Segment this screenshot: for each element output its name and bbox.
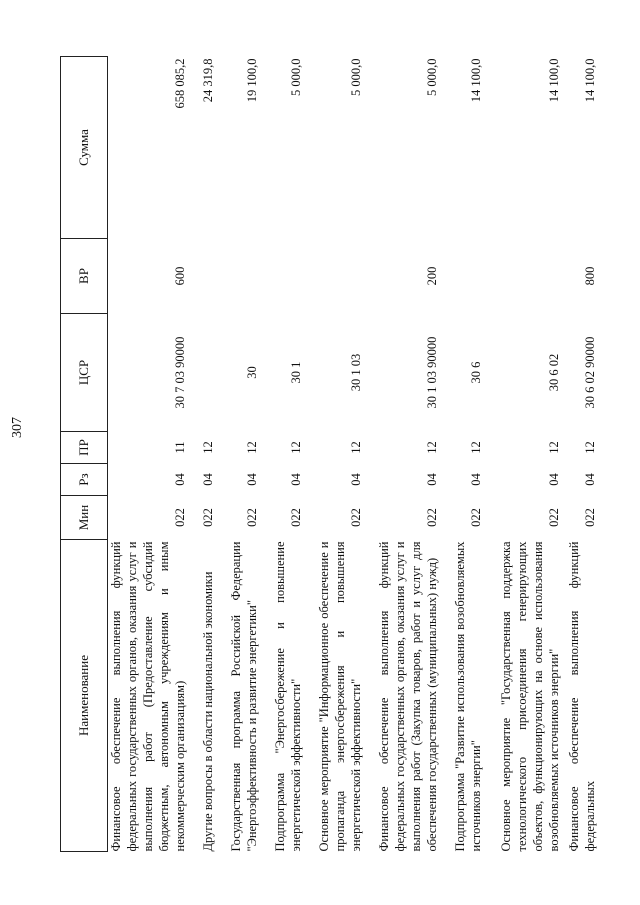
- row-vr: 200: [425, 266, 439, 286]
- header-vr: ВР: [61, 239, 108, 314]
- row-rz: 04: [201, 473, 215, 486]
- row-name: Государственная программа Российской Федерации "Энергоэффективность и развитие энергетики": [229, 541, 259, 852]
- budget-table: [60, 56, 602, 852]
- budget-table-rotated: [60, 57, 608, 852]
- row-min: 022: [583, 508, 597, 527]
- row-min: 022: [425, 508, 439, 527]
- table-row: [488, 57, 566, 852]
- row-name: Подпрограмма "Развитие использования возобновляемых источников энергии": [453, 541, 483, 852]
- row-rz: 04: [547, 473, 561, 486]
- row-sum: 14 100,0: [583, 58, 597, 103]
- row-sum: 14 100,0: [547, 58, 561, 103]
- row-csr: 30 1: [289, 361, 303, 384]
- row-csr: 30 6 02: [547, 353, 561, 392]
- row-name: Финансовое обеспечение выполнения функций федеральных: [567, 541, 597, 852]
- row-pr: 12: [349, 441, 363, 454]
- row-min: 022: [245, 508, 259, 527]
- row-vr: [220, 239, 264, 314]
- row-sum: 19 100,0: [245, 58, 259, 103]
- row-csr: 30 1 03: [349, 353, 363, 392]
- row-pr: 12: [289, 441, 303, 454]
- table-row: [192, 57, 220, 852]
- row-rz: 04: [469, 473, 483, 486]
- header-name: Наименование: [61, 540, 108, 852]
- row-pr: 12: [469, 441, 483, 454]
- row-sum: 14 100,0: [469, 58, 483, 103]
- row-vr: [192, 239, 220, 314]
- row-vr: [308, 239, 368, 314]
- table-row: [566, 57, 602, 852]
- header-sum: Сумма: [61, 57, 108, 239]
- row-csr: [192, 314, 220, 432]
- row-csr: 30 7 03 90000: [173, 336, 187, 409]
- row-min: 022: [173, 508, 187, 527]
- row-vr: [264, 239, 308, 314]
- row-rz: 04: [425, 473, 439, 486]
- row-sum: 5 000,0: [425, 58, 439, 96]
- row-vr: [488, 239, 566, 314]
- row-name: Финансовое обеспечение выполнения функций федеральных государственных органов, оказания услуг и выполнения работ (Предоставление субсидий бюджетным, автономным учреждениям и иным некоммерческим организациям): [109, 541, 187, 852]
- row-csr: 30 1 03 90000: [425, 336, 439, 409]
- row-min: 022: [547, 508, 561, 527]
- row-pr: 12: [583, 441, 597, 454]
- row-vr: 600: [173, 266, 187, 286]
- table-row: [368, 57, 444, 852]
- table-row: [220, 57, 264, 852]
- row-min: 022: [201, 508, 215, 527]
- row-pr: 12: [245, 441, 259, 454]
- row-rz: 04: [349, 473, 363, 486]
- table-row: [444, 57, 488, 852]
- row-rz: 04: [245, 473, 259, 486]
- header-min: Мин: [61, 496, 108, 540]
- row-vr: 800: [583, 266, 597, 286]
- row-rz: 04: [289, 473, 303, 486]
- row-sum: 5 000,0: [289, 58, 303, 96]
- row-name: Основное мероприятие "Государственная поддержка технологического присоединения генерирующих объектов, функционирующих на основе использования возобновляемых источников энергии": [499, 541, 561, 852]
- header-csr: ЦСР: [61, 314, 108, 432]
- header-rz: Рз: [61, 464, 108, 496]
- row-name: Финансовое обеспечение выполнения функций федеральных государственных органов, оказания услуг и выполнения работ (Закупка товаров, работ и услуг для обеспечения государственных (муниципальных) нужд): [377, 541, 439, 852]
- row-sum: 24 319,8: [201, 58, 215, 103]
- row-vr: [444, 239, 488, 314]
- table-row: [108, 57, 193, 852]
- row-csr: 30 6: [469, 361, 483, 384]
- row-name: Другие вопросы в области национальной экономики: [201, 571, 215, 852]
- row-min: 022: [349, 508, 363, 527]
- row-min: 022: [289, 508, 303, 527]
- row-name: Подпрограмма "Энергосбережение и повышение энергетической эффективности": [273, 541, 303, 852]
- table-header-row: [61, 57, 108, 852]
- row-pr: 12: [547, 441, 561, 454]
- row-sum: 5 000,0: [349, 58, 363, 96]
- row-rz: 04: [583, 473, 597, 486]
- row-sum: 658 085,2: [173, 58, 187, 109]
- page-number: 307: [10, 417, 25, 438]
- table-row: [308, 57, 368, 852]
- row-min: 022: [469, 508, 483, 527]
- row-pr: 11: [173, 441, 187, 454]
- row-rz: 04: [173, 473, 187, 486]
- row-pr: 12: [201, 441, 215, 454]
- row-name: Основное мероприятие "Информационное обеспечение и пропаганда энергосбережения и повышения энергетической эффективности": [317, 541, 363, 852]
- table-row: [264, 57, 308, 852]
- row-csr: 30: [245, 366, 259, 379]
- header-pr: ПР: [61, 432, 108, 464]
- row-pr: 12: [425, 441, 439, 454]
- row-csr: 30 6 02 90000: [583, 336, 597, 409]
